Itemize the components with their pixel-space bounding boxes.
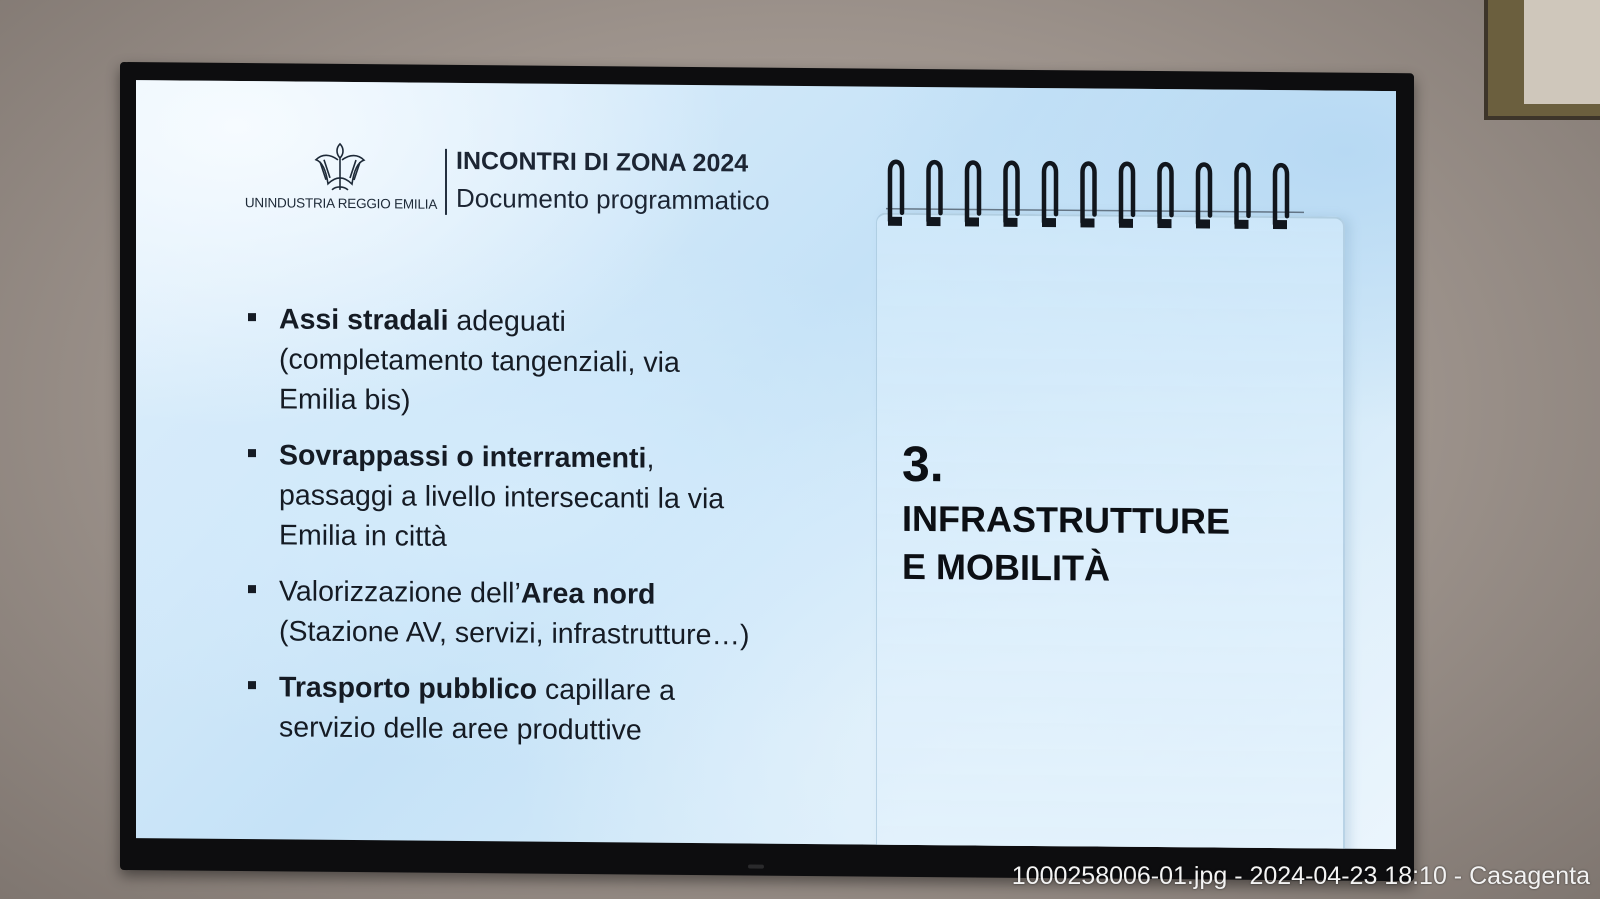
spiral-binding-icon bbox=[884, 157, 1324, 241]
bullet-keyword: Area nord bbox=[520, 577, 656, 611]
spiral-hole bbox=[1042, 218, 1056, 227]
photo-caption: 1000258006-01.jpg - 2024-04-23 18:10 - Casagenta bbox=[1011, 862, 1590, 890]
bullet-marker bbox=[248, 681, 256, 689]
bullet-text: (Stazione AV, servizi, infrastrutture…) bbox=[279, 615, 750, 652]
bullet-list bbox=[244, 299, 844, 768]
header-title: INCONTRI DI ZONA 2024 bbox=[456, 146, 749, 178]
spiral-hole bbox=[965, 217, 979, 226]
spiral-ring bbox=[1237, 165, 1249, 224]
eagle-emblem-icon bbox=[312, 140, 368, 196]
bullet-text: Emilia in città bbox=[279, 519, 447, 553]
bullet-text: passaggi a livello intersecanti la via bbox=[279, 479, 725, 516]
spiral-hole bbox=[1081, 218, 1095, 227]
spiral-hole bbox=[888, 217, 902, 226]
spiral-hole bbox=[1273, 220, 1287, 229]
spiral-ring bbox=[967, 162, 979, 221]
bullet-keyword: Sovrappassi o interramenti bbox=[279, 439, 647, 475]
bullet-marker bbox=[248, 449, 256, 457]
bullet-item-public-transport bbox=[244, 667, 844, 752]
spiral-hole bbox=[1196, 219, 1210, 228]
spiral-ring bbox=[1006, 163, 1018, 222]
spiral-ring bbox=[890, 162, 902, 221]
spiral-ring bbox=[1044, 163, 1056, 222]
television bbox=[120, 62, 1414, 881]
spiral-ring bbox=[1275, 165, 1287, 224]
bullet-item-roads bbox=[244, 299, 844, 424]
bullet-keyword: Assi stradali bbox=[279, 303, 449, 337]
wall-picture-canvas bbox=[1524, 0, 1600, 104]
bullet-marker bbox=[248, 585, 256, 593]
bullet-marker bbox=[248, 313, 256, 321]
bullet-text: servizio delle aree produttive bbox=[279, 711, 642, 747]
spiral-hole bbox=[1119, 219, 1133, 228]
wall-picture-frame bbox=[1484, 0, 1600, 120]
bullet-text: , bbox=[646, 442, 655, 475]
unindustria-logo bbox=[236, 139, 446, 221]
bullet-text: Emilia bis) bbox=[279, 383, 411, 417]
spiral-ring bbox=[1083, 163, 1095, 222]
bullet-text: Valorizzazione dell’ bbox=[279, 575, 521, 610]
spiral-ring bbox=[929, 162, 941, 221]
bullet-item-north-area bbox=[244, 571, 844, 656]
section-title bbox=[902, 495, 1230, 594]
bullet-keyword: Trasporto pubblico bbox=[279, 671, 538, 706]
header-divider bbox=[445, 149, 447, 215]
spiral-ring bbox=[1198, 164, 1210, 223]
spiral-hole bbox=[927, 217, 941, 226]
presentation-slide bbox=[136, 80, 1396, 849]
bullet-text: capillare a bbox=[537, 673, 675, 707]
spiral-hole bbox=[1158, 219, 1172, 228]
bullet-text: adeguati bbox=[448, 304, 566, 338]
tv-brand-mark bbox=[748, 864, 764, 868]
spiral-hole bbox=[1004, 218, 1018, 227]
bullet-text: (completamento tangenziali, via bbox=[279, 343, 680, 379]
bullet-item-overpasses bbox=[244, 435, 844, 560]
spiral-ring bbox=[1160, 164, 1172, 223]
spiral-ring bbox=[1121, 164, 1133, 223]
section-title-line: INFRASTRUTTURE bbox=[902, 497, 1230, 542]
section-number: 3. bbox=[902, 435, 944, 493]
header-subtitle: Documento programmatico bbox=[456, 182, 770, 216]
spiral-hole bbox=[1235, 220, 1249, 229]
logo-text: UNINDUSTRIA REGGIO EMILIA bbox=[244, 195, 438, 212]
section-title-line: E MOBILITÀ bbox=[902, 545, 1110, 589]
